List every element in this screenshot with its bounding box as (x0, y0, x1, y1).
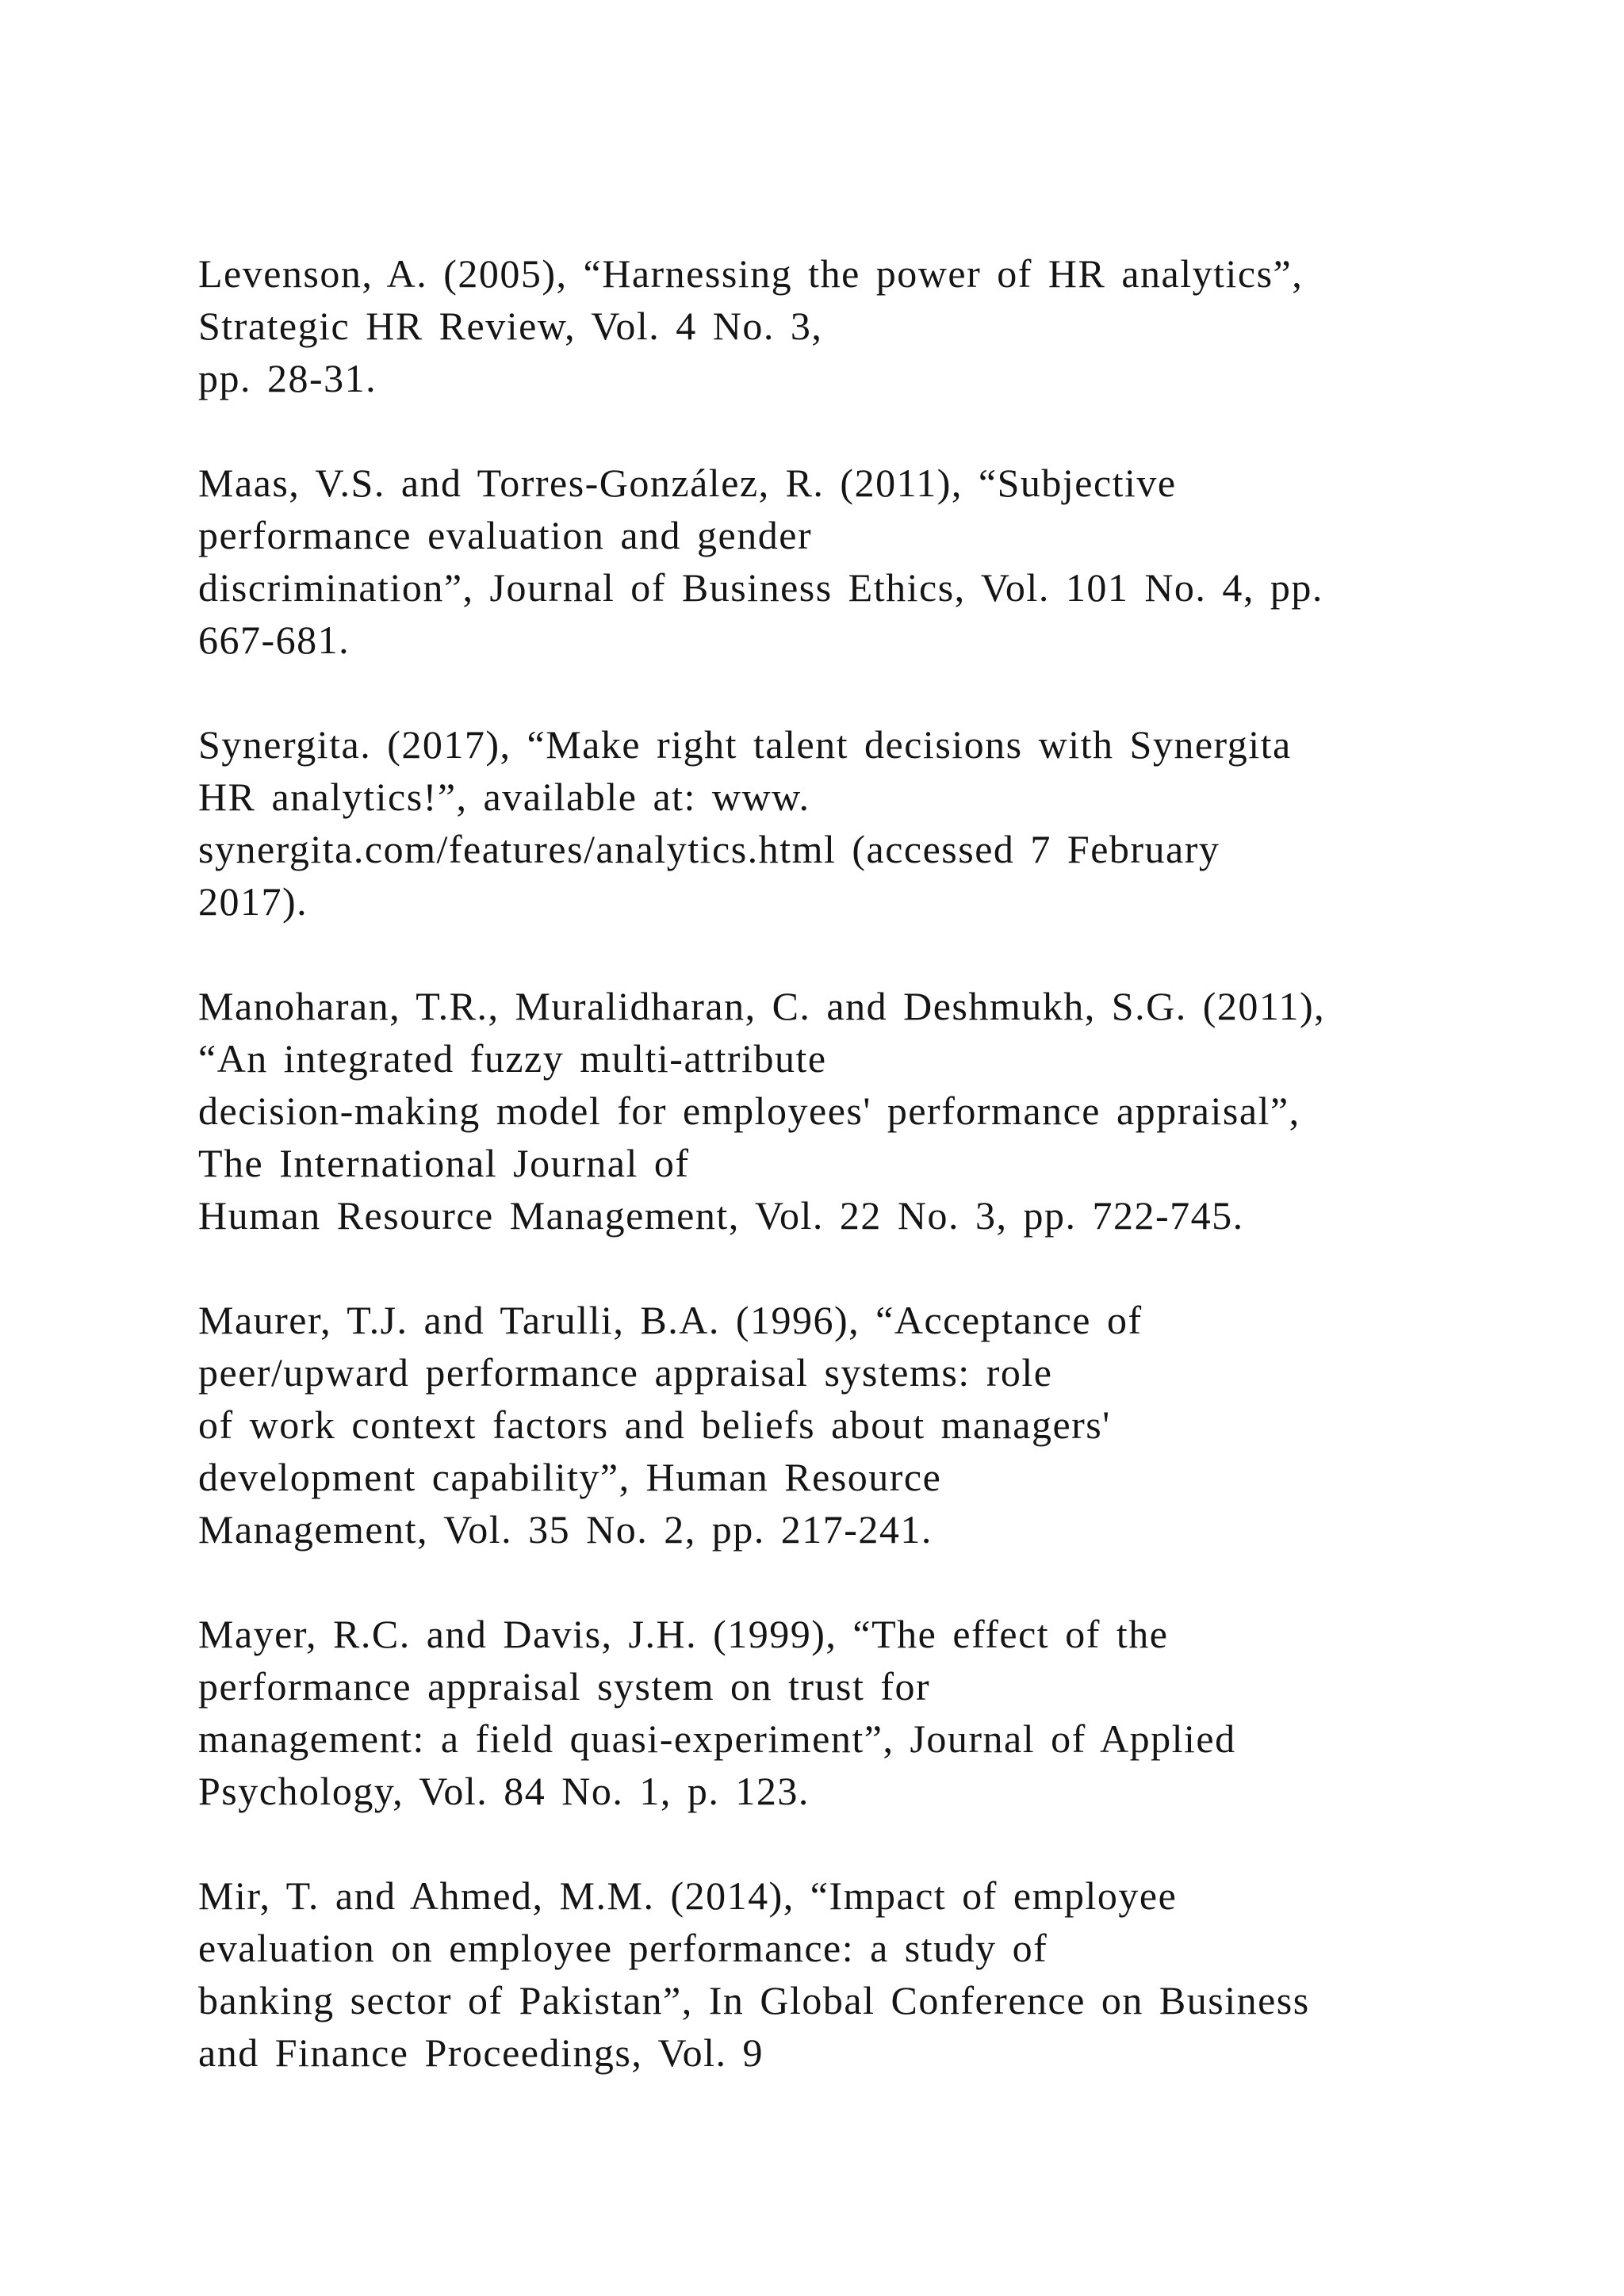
reference-line: Psychology, Vol. 84 No. 1, p. 123. (198, 1769, 810, 1813)
reference-line: of work context factors and beliefs about managers' (198, 1402, 1111, 1447)
reference-line: performance evaluation and gender (198, 513, 813, 557)
reference-line: performance appraisal system on trust for (198, 1664, 931, 1709)
reference-list (198, 247, 1507, 2131)
reference-line: Maas, V.S. and Torres-González, R. (2011), “Subjective (198, 461, 1177, 505)
reference-entry-mir (198, 1869, 1507, 2079)
reference-line: Synergita. (2017), “Make right talent decisions with Synergita (198, 722, 1292, 767)
reference-line: Manoharan, T.R., Muralidharan, C. and Deshmukh, S.G. (2011), (198, 984, 1326, 1028)
reference-line: decision-making model for employees' performance appraisal”, (198, 1089, 1300, 1133)
reference-line: synergita.com/features/analytics.html (accessed 7 February (198, 827, 1220, 871)
reference-line: HR analytics!”, available at: www. (198, 775, 810, 819)
reference-line: Mir, T. and Ahmed, M.M. (2014), “Impact of employee (198, 1873, 1178, 1918)
reference-line: Levenson, A. (2005), “Harnessing the power of HR analytics”, (198, 251, 1304, 296)
reference-line: banking sector of Pakistan”, In Global Conference on Business (198, 1978, 1310, 2022)
reference-line: evaluation on employee performance: a study of (198, 1926, 1048, 1970)
reference-line: discrimination”, Journal of Business Ethics, Vol. 101 No. 4, pp. (198, 565, 1323, 610)
reference-entry-synergita (198, 718, 1507, 928)
reference-line: 667-681. (198, 618, 350, 662)
reference-line: and Finance Proceedings, Vol. 9 (198, 2030, 764, 2075)
reference-line: Mayer, R.C. and Davis, J.H. (1999), “The effect of the (198, 1612, 1169, 1656)
reference-line: Human Resource Management, Vol. 22 No. 3, pp. 722-745. (198, 1193, 1244, 1238)
reference-line: pp. 28-31. (198, 356, 377, 400)
reference-line: development capability”, Human Resource (198, 1455, 942, 1499)
reference-entry-maas (198, 457, 1507, 666)
reference-line: Strategic HR Review, Vol. 4 No. 3, (198, 304, 823, 348)
reference-line: management: a field quasi-experiment”, Journal of Applied (198, 1716, 1236, 1761)
reference-line: peer/upward performance appraisal systems: role (198, 1350, 1053, 1395)
reference-line: “An integrated fuzzy multi-attribute (198, 1036, 827, 1081)
reference-entry-maurer (198, 1294, 1507, 1556)
reference-entry-manoharan (198, 980, 1507, 1242)
reference-line: The International Journal of (198, 1141, 690, 1185)
reference-line: Maurer, T.J. and Tarulli, B.A. (1996), “Acceptance of (198, 1298, 1143, 1342)
reference-entry-levenson (198, 247, 1507, 404)
reference-line: 2017). (198, 879, 308, 924)
reference-line: Management, Vol. 35 No. 2, pp. 217-241. (198, 1507, 933, 1552)
reference-entry-mayer (198, 1608, 1507, 1817)
